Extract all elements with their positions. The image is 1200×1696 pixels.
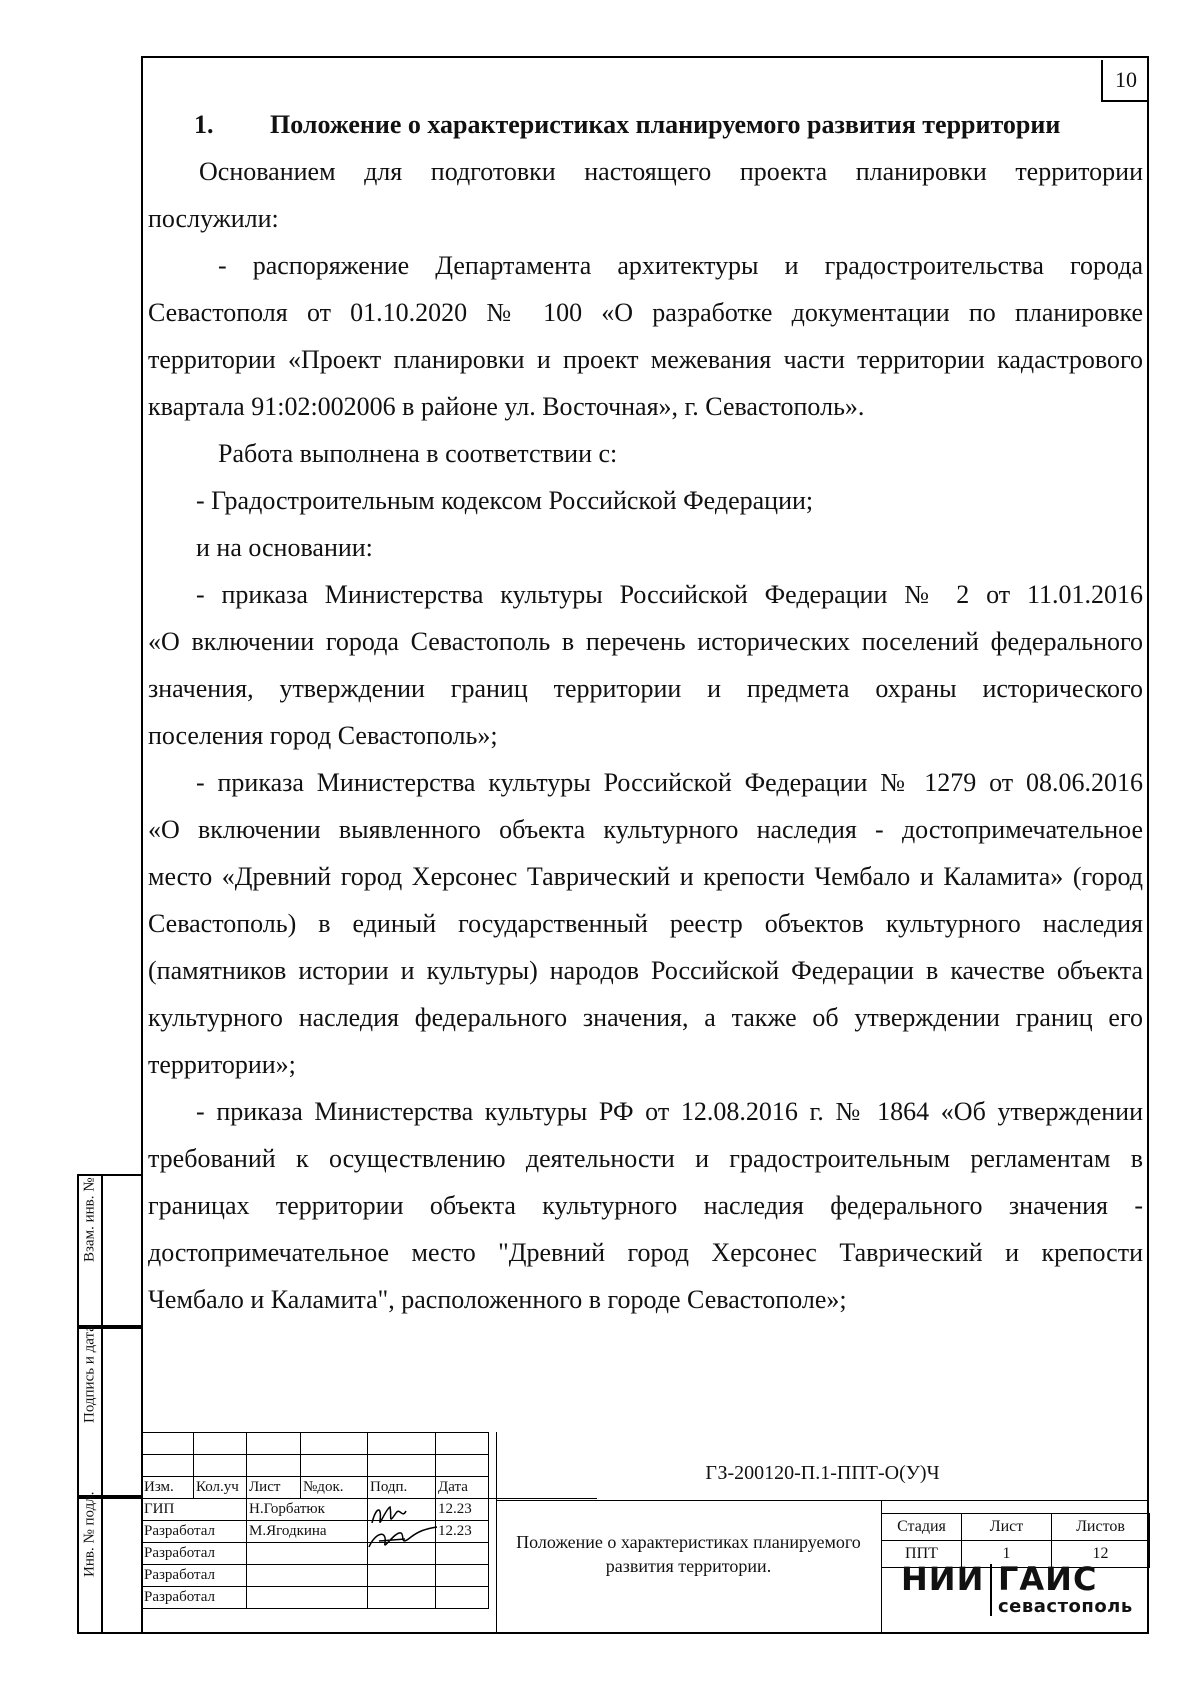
text-line: квартала 91:02:002006 в районе ул. Восточная», г. Севастополь». <box>148 392 865 421</box>
text-line: «О включении выявленного объекта культурного наследия - достопримечательное <box>148 815 1143 844</box>
role-cell: ГИП <box>142 1499 247 1521</box>
stage-value: ППТ <box>882 1541 962 1568</box>
text-line: послужили: <box>148 204 279 233</box>
name-cell: М.Ягодкина <box>247 1521 368 1543</box>
date-cell <box>436 1587 489 1609</box>
text-line: поселения город Севастополь»; <box>148 721 498 750</box>
role-cell: Разработал <box>142 1587 247 1609</box>
document-name: Положение о характеристиках планируемого развития территории. <box>516 1532 861 1576</box>
name-cell <box>247 1587 368 1609</box>
signature-cell <box>368 1587 436 1609</box>
side-field-inv-value <box>103 1497 141 1634</box>
sheets-header: Листов <box>1052 1514 1150 1541</box>
side-field-vzam <box>77 1174 103 1327</box>
text-line: - распоряжение Департамента архитектуры и градостроительства города <box>218 251 1143 280</box>
role-cell: Разработал <box>142 1543 247 1565</box>
side-label-vzam: Взам. инв. № <box>81 1176 98 1262</box>
sheets-value: 12 <box>1052 1541 1150 1568</box>
date-cell <box>436 1543 489 1565</box>
text-line: - Градостроительным кодексом Российской Федерации; <box>196 486 814 515</box>
date-cell: 12.23 <box>436 1499 489 1521</box>
section-heading <box>148 110 1143 140</box>
text-line: достопримечательное место "Древний город Херсонес Таврический и крепости <box>148 1238 1143 1267</box>
text-line: требований к осуществлению деятельности и градостроительным регламентам в <box>148 1144 1143 1173</box>
logo-city: севастополь <box>998 1596 1133 1617</box>
text-line: Основанием для подготовки настоящего проекта планировки территории <box>199 157 1143 186</box>
text-line: культурного наследия федерального значения, а также об утверждении границ его <box>148 1003 1143 1032</box>
text-line: значения, утверждении границ территории и предмета охраны исторического <box>148 674 1143 703</box>
col-header: Изм. <box>142 1477 194 1499</box>
side-field-podpis <box>77 1327 103 1497</box>
text-line: территории»; <box>148 1050 296 1079</box>
col-header: Лист <box>247 1477 301 1499</box>
text-line: границах территории объекта культурного наследия федерального значения - <box>148 1191 1143 1220</box>
sheet-header: Лист <box>962 1514 1052 1541</box>
signature-cell <box>368 1565 436 1587</box>
role-cell: Разработал <box>142 1521 247 1543</box>
col-header: Дата <box>436 1477 489 1499</box>
date-cell <box>436 1565 489 1587</box>
date-cell: 12.23 <box>436 1521 489 1543</box>
text-line: - приказа Министерства культуры РФ от 12.08.2016 г. № 1864 «Об утверждении <box>196 1097 1143 1126</box>
logo-nii: НИИ <box>901 1560 985 1598</box>
side-label-podpis: Подпись и дата <box>81 1325 98 1423</box>
text-line: территории «Проект планировки и проект межевания части территории кадастрового <box>148 345 1143 374</box>
section-number: 1. <box>194 110 214 139</box>
page-number: 10 <box>1101 60 1149 102</box>
text-line: место «Древний город Херсонес Таврический и крепости Чембало и Каламита» (город <box>148 862 1143 891</box>
logo-gais: ГАИС <box>998 1560 1098 1598</box>
name-cell <box>247 1543 368 1565</box>
text-line: Чембало и Каламита", расположенного в городе Севастополе»; <box>148 1285 847 1314</box>
text-line: - приказа Министерства культуры Российской Федерации № 2 от 11.01.2016 <box>196 580 1143 609</box>
side-field-vzam-value <box>103 1174 141 1327</box>
name-cell <box>247 1565 368 1587</box>
sheet-value: 1 <box>962 1541 1052 1568</box>
text-line: (памятников истории и культуры) народов Российской Федерации в качестве объекта <box>148 956 1143 985</box>
signature-razrabotal <box>365 1525 440 1553</box>
section-title: Положение о характеристиках планируемого развития территории <box>270 110 1061 139</box>
text-line: Севастополя от 01.10.2020 № 100 «О разработке документации по планировке <box>148 298 1143 327</box>
text-line: Работа выполнена в соответствии с: <box>218 439 618 468</box>
text-line: «О включении города Севастополь в перечень исторических поселений федерального <box>148 627 1143 656</box>
side-field-podpis-value <box>103 1327 141 1497</box>
side-label-inv: Инв. № подл. <box>81 1491 98 1577</box>
role-cell: Разработал <box>142 1565 247 1587</box>
text-line: - приказа Министерства культуры Российской Федерации № 1279 от 08.06.2016 <box>196 768 1143 797</box>
document-body <box>148 110 1143 1323</box>
col-header: Кол.уч <box>194 1477 247 1499</box>
logo-divider <box>990 1564 992 1616</box>
document-code: ГЗ-200120-П.1-ППТ-О(У)Ч <box>705 1462 940 1484</box>
text-line: и на основании: <box>196 533 373 562</box>
col-header: Подп. <box>368 1477 436 1499</box>
text-line: Севастополь) в единый государственный реестр объектов культурного наследия <box>148 909 1143 938</box>
stage-header: Стадия <box>882 1514 962 1541</box>
title-block-divider <box>496 1500 1149 1501</box>
side-field-inv <box>77 1491 103 1634</box>
name-cell: Н.Горбатюк <box>247 1499 368 1521</box>
col-header: №док. <box>301 1477 368 1499</box>
